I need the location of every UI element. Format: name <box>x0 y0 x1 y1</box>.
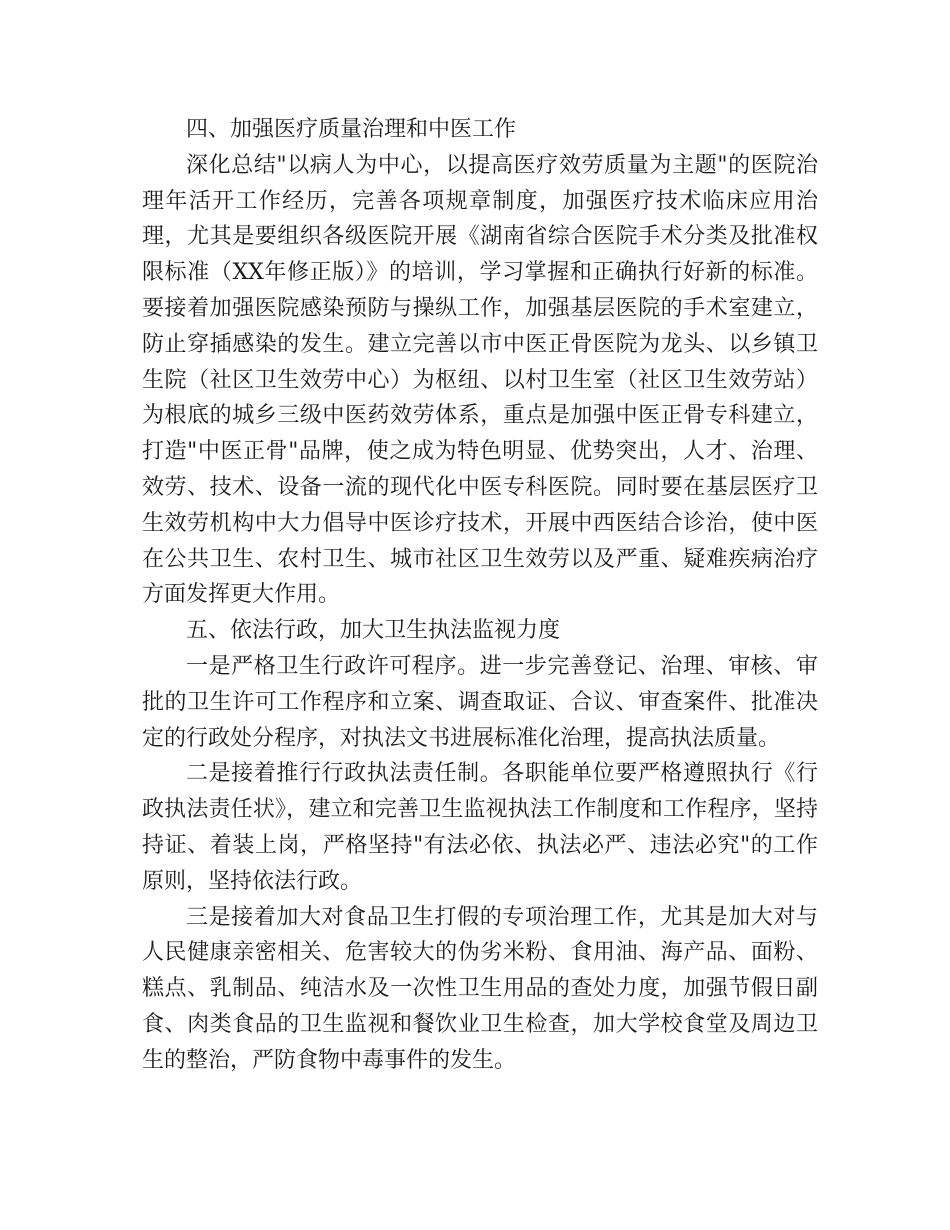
section-heading-five: 五、依法行政，加大卫生执法监视力度 <box>186 618 561 644</box>
section-heading-four: 四、加强医疗质量治理和中医工作 <box>186 117 517 142</box>
paragraph-food-hygiene: 三是接着加大对食品卫生打假的专项治理工作，尤其是加大对与人民健康亲密相关、危害较大的伪劣米粉、食用油、海产品、面粉、糕点、乳制品、纯洁水及一次性卫生用品的查处力度，加强节假日副食、肉类食品的卫生监视和餐饮业卫生检查，加大学校食堂及周边卫生的整治，严防食物中毒事件的发生。 <box>142 904 818 1073</box>
document-body <box>142 112 818 1079</box>
paragraph-licensing-procedure: 一是严格卫生行政许可程序。进一步完善登记、治理、审核、审批的卫生许可工作程序和立案、调查取证、合议、审查案件、批准决定的行政处分程序，对执法文书进展标准化治理，提高执法质量。 <box>142 653 818 751</box>
paragraph-medical-quality: 深化总结"以病人为中心，以提高医疗效劳质量为主题"的医院治理年活开工作经历，完善各项规章制度，加强医疗技术临床应用治理，尤其是要组织各级医院开展《湖南省综合医院手术分类及批准权限标准（XX年修正版）》的培训，学习掌握和正确执行好新的标准。要接着加强医院感染预防与操纵工作，加强基层医院的手术室建立，防止穿插感染的发生。建立完善以市中医正骨医院为龙头、以乡镇卫生院（社区卫生效劳中心）为枢纽、以村卫生室（社区卫生效劳站）为根底的城乡三级中医药效劳体系，重点是加强中医正骨专科建立，打造"中医正骨"品牌，使之成为特色明显、优势突出，人才、治理、效劳、技术、设备一流的现代化中医专科医院。同时要在基层医疗卫生效劳机构中大力倡导中医诊疗技术，开展中西医结合诊治，使中医在公共卫生、农村卫生、城市社区卫生效劳以及严重、疑难疾病治疗方面发挥更大作用。 <box>142 152 818 608</box>
paragraph-enforcement-responsibility: 二是接着推行行政执法责任制。各职能单位要严格遵照执行《行政执法责任状》，建立和完善卫生监视执法工作制度和工作程序，坚持持证、着装上岗，严格坚持"有法必依、执法必严、违法必究"的工作原则，坚持依法行政。 <box>142 761 818 894</box>
